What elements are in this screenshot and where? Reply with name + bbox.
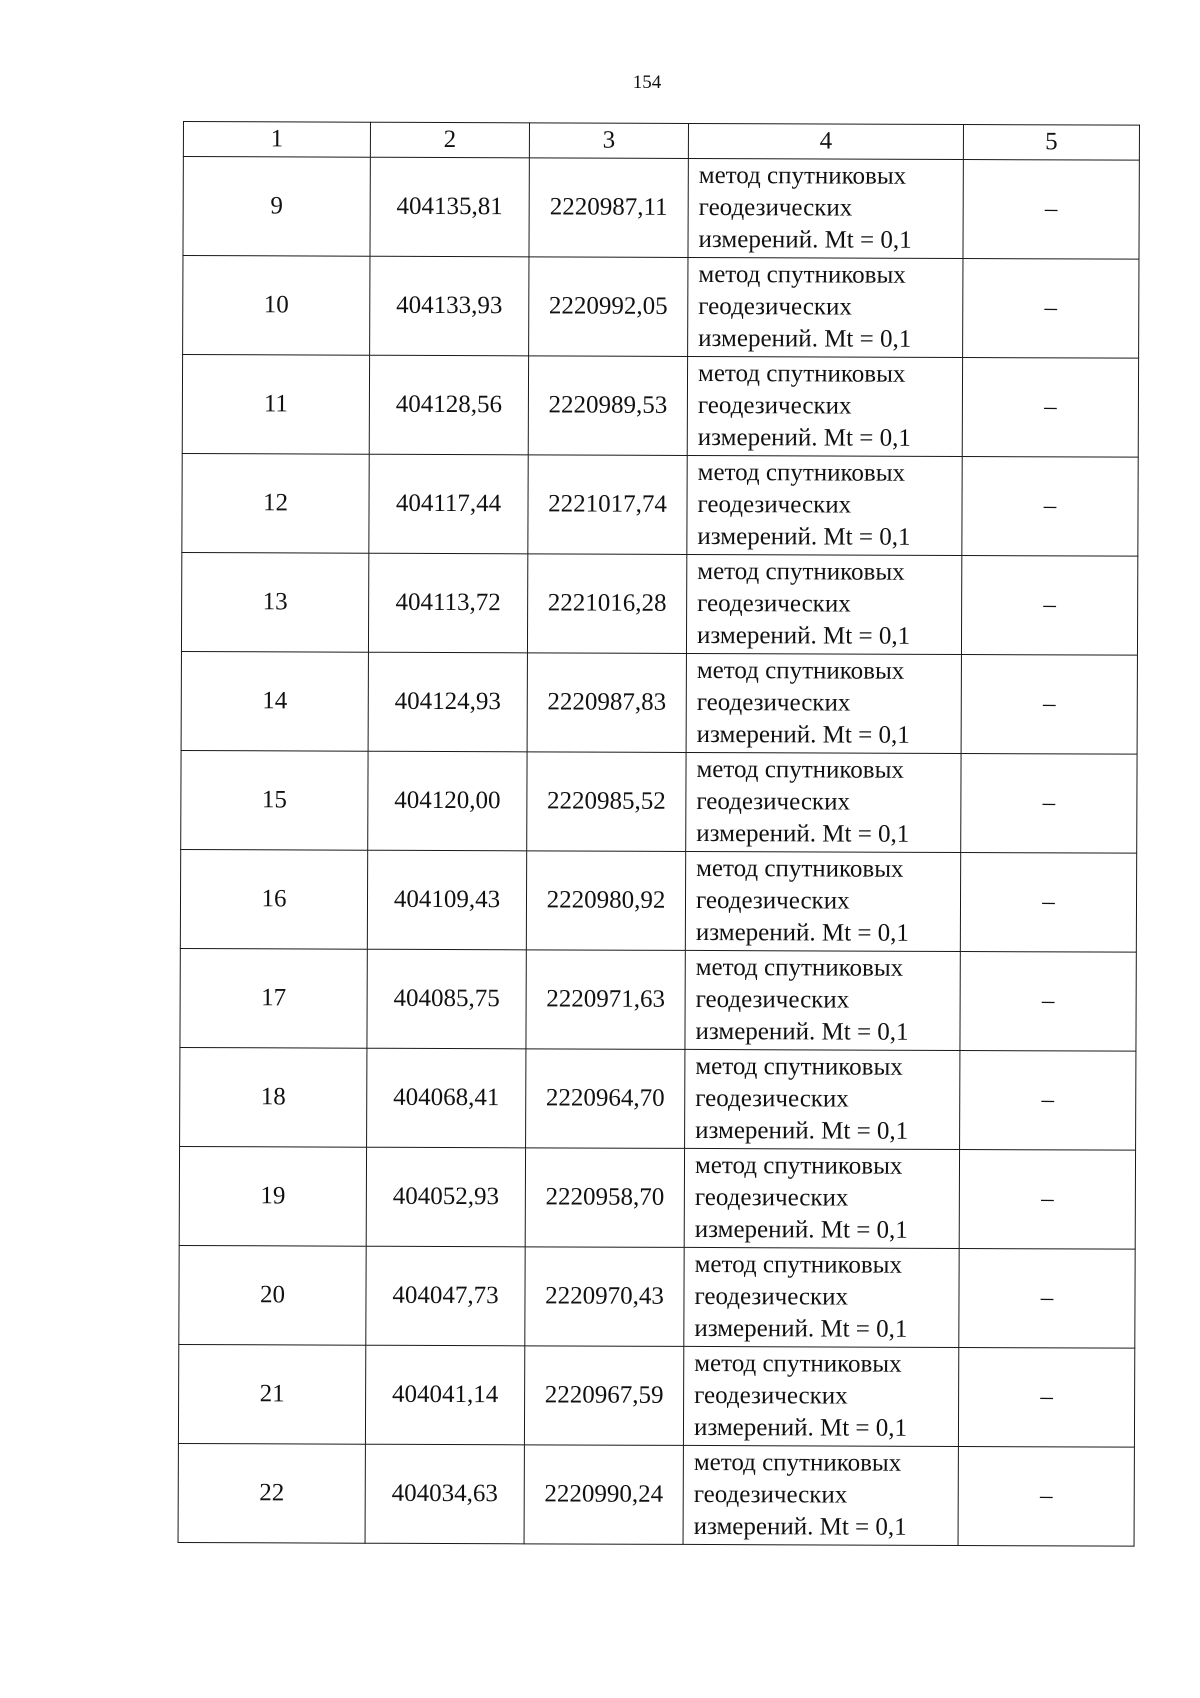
coordinate-y-cell: 2220967,59 [524,1346,683,1446]
point-number-cell: 18 [180,1047,367,1147]
point-number-cell: 15 [181,750,368,850]
coordinate-x-cell: 404128,56 [369,355,528,455]
point-number-cell: 19 [179,1146,366,1246]
coordinate-y-cell: 2220990,24 [524,1445,683,1545]
method-text-line: измерений. Mt = 0,1 [695,1116,909,1145]
coordinate-x-cell: 404135,81 [370,157,529,257]
coordinate-x-cell: 404052,93 [366,1147,525,1247]
coordinate-x-cell: 404034,63 [365,1444,524,1544]
coordinate-y-cell: 2221016,28 [527,554,686,654]
point-number-cell: 21 [178,1344,365,1444]
point-number-cell: 9 [183,157,370,257]
method-text-line: метод спутниковых [697,458,906,487]
coordinate-y-cell: 2220987,11 [529,158,688,258]
method-text-line: измерений. Mt = 0,1 [696,819,910,848]
method-cell [688,257,963,357]
method-text-line: метод спутниковых [693,1448,902,1477]
note-cell: – [958,1347,1134,1447]
method-cell [686,752,961,852]
table-row [180,849,1136,952]
coordinate-y-cell: 2220992,05 [529,257,688,357]
column-header-3: 3 [529,123,688,159]
point-number-cell: 16 [180,849,367,949]
note-cell: – [962,456,1138,556]
point-number-cell: 13 [181,552,368,652]
coordinate-y-cell: 2220964,70 [526,1049,685,1149]
table-row [178,1344,1134,1447]
column-header-1: 1 [183,122,370,158]
method-cell [687,455,962,555]
method-text-line: измерений. Mt = 0,1 [697,522,911,551]
note-cell: – [959,1149,1135,1249]
coordinate-x-cell: 404085,75 [367,949,526,1049]
method-text-line: геодезических [694,1381,848,1410]
method-text-line: геодезических [694,1183,849,1212]
coordinate-x-cell: 404133,93 [370,256,529,356]
method-text-line: геодезических [698,292,852,321]
table-row [181,651,1137,754]
header-row [183,122,1139,161]
table-row [183,157,1139,260]
method-text-line: измерений. Mt = 0,1 [698,324,912,353]
table-row [182,453,1138,556]
column-header-4: 4 [688,123,963,159]
note-cell: – [963,258,1139,358]
method-text-line: измерений. Mt = 0,1 [694,1314,908,1343]
coordinate-y-cell: 2221017,74 [528,455,687,555]
method-text-line: метод спутниковых [697,359,906,388]
method-cell [688,158,963,258]
point-number-cell: 17 [180,948,367,1048]
point-number-cell: 10 [183,256,370,356]
method-text-line: геодезических [695,1084,849,1113]
note-cell: – [961,555,1137,655]
method-text-line: измерений. Mt = 0,1 [695,918,910,947]
method-cell [685,950,960,1050]
method-text-line: метод спутниковых [696,854,904,883]
method-text-line: геодезических [697,391,852,420]
method-text-line: метод спутниковых [696,656,905,685]
method-text-line: метод спутниковых [694,1349,902,1378]
method-text-line: измерений. Mt = 0,1 [696,720,910,749]
table-row [181,750,1137,853]
table-row [180,948,1136,1051]
method-cell [685,851,960,951]
table-row [180,1047,1136,1150]
method-text-line: геодезических [695,985,850,1014]
coordinate-y-cell: 2220989,53 [528,356,687,456]
method-text-line: измерений. Mt = 0,1 [694,1215,908,1244]
method-cell [684,1148,959,1248]
method-text-line: измерений. Mt = 0,1 [696,621,911,650]
method-text-line: метод спутниковых [698,161,907,190]
table-row [179,1146,1135,1249]
coordinate-x-cell: 404124,93 [368,652,527,752]
method-text-line: измерений. Mt = 0,1 [697,423,911,452]
coordinate-x-cell: 404120,00 [368,751,527,851]
coordinate-x-cell: 404041,14 [365,1345,524,1445]
method-text-line: метод спутниковых [697,557,905,586]
point-number-cell: 14 [181,651,368,751]
table-row [178,1443,1134,1546]
point-number-cell: 12 [182,453,369,553]
method-text-line: геодезических [694,1282,849,1311]
method-text-line: метод спутниковых [695,953,904,982]
method-text-line: метод спутниковых [694,1151,903,1180]
coordinate-x-cell: 404113,72 [368,553,527,653]
method-cell [687,356,962,456]
coordinate-y-cell: 2220971,63 [526,950,685,1050]
coordinate-y-cell: 2220985,52 [527,752,686,852]
method-text-line: измерений. Mt = 0,1 [693,1413,908,1442]
method-cell [685,1049,960,1149]
coordinate-y-cell: 2220987,83 [527,653,686,753]
column-header-5: 5 [963,124,1139,160]
method-text-line: метод спутниковых [696,755,904,784]
note-cell: – [958,1446,1134,1546]
coordinate-x-cell: 404068,41 [367,1048,526,1148]
method-cell [684,1247,959,1347]
method-cell [683,1445,958,1545]
coordinate-y-cell: 2220958,70 [525,1148,684,1248]
note-cell: – [962,357,1138,457]
note-cell: – [960,1050,1136,1150]
point-number-cell: 20 [179,1245,366,1345]
table-row [181,552,1137,655]
column-header-2: 2 [370,122,529,158]
method-text-line: измерений. Mt = 0,1 [698,225,912,254]
method-text-line: измерений. Mt = 0,1 [693,1512,907,1541]
method-text-line: геодезических [696,688,851,717]
note-cell: – [959,1248,1135,1348]
method-text-line: метод спутниковых [694,1250,903,1279]
coordinate-x-cell: 404117,44 [369,454,528,554]
method-cell [686,653,961,753]
note-cell: – [960,951,1136,1051]
note-cell: – [963,159,1139,259]
method-text-line: геодезических [693,1480,848,1509]
coordinate-x-cell: 404047,73 [366,1246,525,1346]
table-row [182,355,1138,458]
point-number-cell: 22 [178,1443,365,1543]
point-number-cell: 11 [182,355,369,455]
method-text-line: геодезических [697,589,851,618]
table-header [183,122,1139,161]
method-text-line: геодезических [695,886,850,915]
method-text-line: измерений. Mt = 0,1 [695,1017,909,1046]
table-row [179,1245,1135,1348]
method-text-line: геодезических [696,787,851,816]
table-row [183,256,1139,359]
method-text-line: метод спутниковых [695,1052,903,1081]
method-text-line: геодезических [698,193,853,222]
note-cell: – [960,852,1136,952]
method-cell [683,1346,958,1446]
note-cell: – [961,654,1137,754]
coordinates-table [178,121,1140,1547]
coordinate-y-cell: 2220970,43 [525,1247,684,1347]
table-body [178,157,1139,1547]
method-text-line: метод спутниковых [698,260,906,289]
method-cell [686,554,961,654]
method-text-line: геодезических [697,490,852,519]
page-number: 154 [632,72,662,93]
coordinate-y-cell: 2220980,92 [526,851,685,951]
note-cell: – [961,753,1137,853]
coordinate-x-cell: 404109,43 [367,850,526,950]
